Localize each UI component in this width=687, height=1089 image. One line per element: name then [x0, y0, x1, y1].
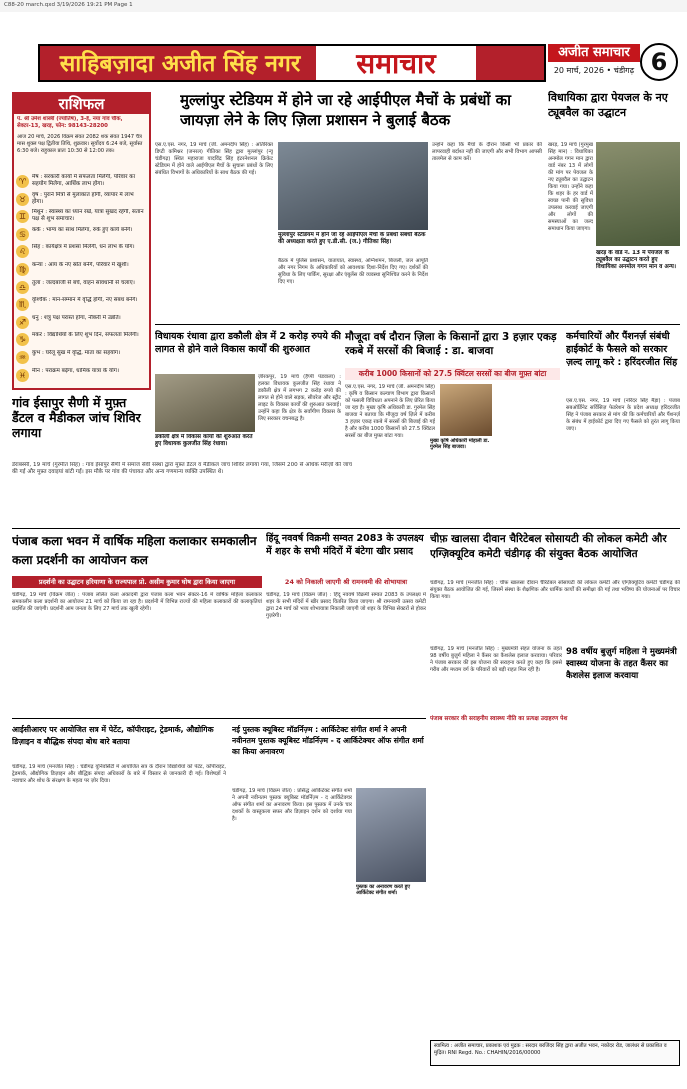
mustard-photo-caption: मुख्य कृषि अधिकारी मोहाली डा. गुरमेल सिंह बाजवा।: [430, 438, 490, 450]
rashifal-sign-text: तुला : जल्दबाजी से बचें, वाहन सावधानी से चलाएं।: [32, 279, 135, 286]
rashifal-intro: आज 20 मार्च, 2026 विक्रम संवत 2082 शक संवत 1947 चैत्र मास शुक्ल पक्ष द्वितीया तिथि, शुक्रवार। सूर्योदय 6:24 बजे, सूर्यास्त 6:30 बजे। राहुकाल प्रातः 10:30 से 12:00 तक।: [17, 134, 143, 154]
rashifal-sign-row: [16, 192, 147, 209]
zodiac-icon: ♎: [16, 281, 29, 294]
health-camp-body: डेराबस्सी, 19 मार्च (गुरमीत सिंह) : गांव ईसापुर सैणी में समाज सेवी संस्था द्वारा मुफ़्त डैंटल व मैडीकल जांच शिविर लगाया गया, जिसमें 200 से अधिक मरीज़ों की जांच की गई और मुफ़्त दवाइयां बांटी गईं। इस मौके पर गांव की पंचायत और अन्य गणमान्य व्यक्ति उपस्थित थे।: [12, 462, 352, 476]
tubewell-photo: [596, 142, 680, 246]
stadium-photo-caption: मुल्लांपुर स्टेडियम में होने जा रहे आईपीएल मैचों के प्रबंधों संबंधी बैठक की अध्यक्षता करते हुए ए.डी.सी. (ज.) गीतिका सिंह।: [278, 232, 426, 245]
divider: [155, 324, 680, 325]
rashifal-box: [12, 92, 151, 390]
mustard-subhead: करीब 1000 किसानों को 27.5 क्विंटल सरसों का बीज मुफ़्त बांटा: [345, 368, 560, 380]
rashifal-sign-row: [16, 332, 147, 349]
development-body: ज़ीरकपुर, 19 मार्च (हैप्पी पंडवाला) : हलका विधायक कुलजीत सिंह रंधावा ने डकौली क्षेत्र में लगभग 2 करोड़ रुपये की लागत से होने वाले सड़क, सीवरेज और स्ट्रीट लाइट के विकास कार्यों की शुरुआत करवाई। उन्होंने कहा कि क्षेत्र के सर्वांगीण विकास के लिए सरकार वचनबद्ध है।: [258, 374, 341, 422]
print-slug: C88-20 march.qxd 3/19/2026 19:21 PM Page 1: [0, 0, 687, 12]
zodiac-icon: ♍: [16, 263, 29, 276]
rashifal-sign-text: मिथुन : स्वास्थ्य का ध्यान रखें, यात्रा सुखद रहेगी, संतान पक्ष से शुभ समाचार।: [32, 209, 144, 223]
divider: [12, 718, 426, 719]
masthead-left-title: साहिबज़ादा अजीत सिंह नगर: [59, 51, 301, 77]
development-photo: [155, 374, 255, 432]
rashifal-title: राशिफल: [14, 94, 149, 114]
rashifal-sign-row: [16, 244, 147, 261]
book-launch-headline: नई पुस्तक क्यूबिस्ट मॉडर्निज़्म : आर्किटेक्ट संगीत शर्मा ने अपनी नवीनतम पुस्तक क्यूबिस्ट मॉडर्निज़्म - द आर्किटेक्चर ऑफ संगीत शर्मा का किया अनावरण: [232, 725, 424, 756]
stadium-headline: मुल्लांपुर स्टेडियम में होने जा रहे आईपीएल मैचों के प्रबंधों का जायज़ा लेने के लिए ज़िला प्रशासन ने बुलाई बैठक: [180, 91, 511, 129]
zodiac-icon: ♐: [16, 316, 29, 329]
cancer-body: चंडीगढ़, 19 मार्च (मनजीत सिंह) : मुख्यमंत्री सेहत योजना के तहत 98 वर्षीय बुज़ुर्ग महिला ने कैंसर का कैशलेस इलाज करवाया। परिवार ने पंजाब सरकार की इस योजना की सराहना करते हुए कहा कि इससे गरीब और मध्यम वर्ग के परिवारों को बड़ी राहत मिल रही है।: [430, 646, 562, 673]
cancer-subhead: पंजाब सरकार की सराहनीय स्वास्थ्य नीति का प्रत्यक्ष उदाहरण पेश: [430, 716, 568, 722]
zodiac-icon: ♌: [16, 245, 29, 258]
rashifal-sign-text: कन्या : आय के नए स्रोत बनेंगे, परिवार में खुशी।: [32, 262, 129, 268]
rashifal-sign-row: [16, 315, 147, 332]
rashifal-sign-row: [16, 262, 147, 279]
edition-date-line: 20 मार्च, 2026 • चंडीगढ़: [548, 63, 640, 78]
zodiac-icon: ♓: [16, 369, 29, 382]
cancer-headline: 98 वर्षीय बुज़ुर्ग महिला ने मुख्यमंत्री स्वास्थ्य योजना के तहत कैंसर का कैशलेस इलाज करवाया: [566, 647, 677, 681]
zodiac-icon: ♈: [16, 175, 29, 188]
development-caption: डकौली क्षेत्र में विकास कार्यों की शुरुआत करते हुए विधायक कुलजीत सिंह रंधावा।: [155, 434, 253, 447]
zodiac-icon: ♋: [16, 228, 29, 241]
rashifal-sign-text: सिंह : कार्यक्षेत्र में प्रशंसा मिलेगी, धन लाभ के योग।: [32, 244, 135, 251]
khalsa-body: चंडीगढ़, 19 मार्च (मनजीत सिंह) : चीफ़ खालसा दीवान चैरिटेबल सोसायटी की लोकल कमेटी और एग्ज़िक्यूटिव कमेटी चंडीगढ़ की संयुक्त बैठक आयोजित की गई, जिसमें संस्था के शैक्षणिक और धार्मिक कार्यों की समीक्षा की गई तथा भविष्य की योजनाओं पर विचार किया गया।: [430, 580, 680, 600]
art-exhibition-body: चंडीगढ़, 19 मार्च (विक्रम जीत) : पंजाब ललित कला अकादमी द्वारा पंजाब कला भवन सेक्टर-16 में वार्षिक महिला कलाकार समकालीन कला प्रदर्शनी का आयोजन 21 मार्च को किया जा रहा है। प्रदर्शनी में विभिन्न राज्यों की महिला कलाकारों की कलाकृतियां प्रदर्शित की जाएंगी। प्रदर्शनी आम जनता के लिए 27 मार्च तक खुली रहेगी।: [12, 592, 262, 612]
mustard-body: एस.ए.एस. नगर, 19 मार्च (जी. अमनदीप सिंह) : कृषि व किसान कल्याण विभाग द्वारा किसानों को फसली विविधता अपनाने के लिए प्रेरित किया जा रहा है। मुख्य कृषि अधिकारी डा. गुरमेल सिंह बाजवा ने बताया कि मौजूदा वर्ष ज़िले में करीब 3 हज़ार एकड़ रकबे में सरसों की बिजाई की गई है और करीब 1000 किसानों को 27.5 क्विंटल सरसों का बीज मुफ़्त बांटा गया।: [345, 384, 435, 439]
masthead-banner: [38, 44, 546, 82]
rashifal-sign-text: मकर : विद्यार्थियों के लिए शुभ दिन, सफलता मिलेगी।: [32, 332, 139, 339]
rashifal-sign-row: [16, 350, 147, 367]
rashifal-sign-text: कुंभ : घरेलू सुख में वृद्धि, माता का सहयोग।: [32, 350, 121, 356]
imprint-footer: स्वामित्व : अजीत समाचार, प्रकाशक एवं मुद्रक : सरदार बरजिंदर सिंह द्वारा अजीत भवन, नकोदर रोड, जालंधर से प्रकाशित व मुद्रित। RNI Regd. No.: CHAHIN/2016/00000: [430, 1040, 680, 1066]
zodiac-icon: ♉: [16, 193, 29, 206]
zodiac-icon: ♑: [16, 333, 29, 346]
stadium-body-col2: बैठक में पुलिस प्रशासन, यातायात, स्वास्थ्य, अग्निशमन, बिजली, जल आपूर्ति और नगर निगम के अधिकारियों को आवश्यक दिशा-निर्देश दिए गए। दर्शकों की सुविधा के लिए पार्किंग, सुरक्षा और एंबुलेंस की व्यवस्था सुनिश्चित करने के निर्देश दिए गए।: [278, 258, 428, 285]
tubewell-headline: विधायिका द्वारा पेयजल के नए ट्यूबवैल का उद्घाटन: [548, 91, 668, 119]
rashifal-sign-row: [16, 174, 147, 191]
rashifal-sign-text: वृष : पुराने मित्रों से मुलाकात होगी, व्यापार में लाभ होगा।: [32, 191, 134, 205]
stadium-meeting-photo: [278, 142, 428, 230]
rashifal-sign-text: कर्क : भाग्य का साथ मिलेगा, रुके हुए कार्य बनेंगे।: [32, 226, 133, 233]
workers-body: एस.ए.एस. नगर, 19 मार्च (नरिंदर सिंह मैड़ा) : पंजाब सबऑर्डिनेट सर्विसिज़ फेडरेशन के प्रदेश अध्यक्ष हरिंदरजीत सिंह ने पंजाब सरकार से मांग की कि कर्मचारियों और पैंशनर्ज़ के संबंध में हाईकोर्ट द्वारा दिए गए फैसले को तुरंत लागू किया जाए।: [566, 398, 680, 432]
edition-title: अजीत समाचार: [548, 44, 640, 62]
edition-city: चंडीगढ़: [613, 66, 635, 75]
zodiac-icon: ♒: [16, 351, 29, 364]
new-year-headline: हिंदू नववर्ष विक्रमी सम्वत 2083 के उपलक्ष्य में शहर के सभी मंदिरों में बंटेगा खीर प्रसाद: [266, 533, 424, 557]
divider: [12, 528, 680, 529]
edition-date: 20 मार्च, 2026: [553, 66, 604, 75]
zodiac-icon: ♏: [16, 298, 29, 311]
rashifal-sign-row: [16, 297, 147, 314]
workshop-headline: आईसीआरए पर आयोजित सत्र में पेटेंट, कॉपीराइट, ट्रेडमार्क, औद्योगिक डिज़ाइन व बौद्धिक संपदा बोध बारे बताया: [12, 725, 214, 746]
book-launch-body: चंडीगढ़, 19 मार्च (विक्रम जीत) : प्रसिद्ध आर्किटेक्ट संगीत शर्मा ने अपनी नवीनतम पुस्तक क्यूबिस्ट मॉडर्निज़्म - द आर्किटेक्चर ऑफ संगीत शर्मा का अनावरण किया। इस पुस्तक में उनके चार दशकों के वास्तुकला सफ़र और डिज़ाइन दर्शन को दर्शाया गया है।: [232, 788, 352, 822]
stadium-body-col1: एस.ए.एस. नगर, 19 मार्च (जी. अमनदीप सिंह) : अतिरिक्त डिप्टी कमिश्नर (जनरल) गीतिका सिंह द्वारा मुल्लांपुर (न्यू चंडीगढ़) स्थित महाराजा यादविंद्र सिंह इंटरनेशनल क्रिकेट स्टेडियम में होने वाले आईपीएल मैचों के सुचारू प्रबंधों के लिए संबंधित विभागों के अधिकारियों के साथ बैठक की गई।: [155, 142, 273, 176]
workshop-body: चंडीगढ़, 19 मार्च (मनजीत सिंह) : चंडीगढ़ यूनिवर्सिटी में आयोजित सत्र के दौरान विद्यार्थियों को पेटेंट, कॉपीराइट, ट्रेडमार्क, औद्योगिक डिज़ाइन और बौद्धिक संपदा अधिकारों के बारे में विस्तार से जानकारी दी गई। विशेषज्ञों ने नवाचार और शोध के संरक्षण के महत्व पर ज़ोर दिया।: [12, 764, 226, 784]
new-year-body: चंडीगढ़, 19 मार्च (विक्रम जीत) : हिंदू नववर्ष विक्रमी सम्वत 2083 के उपलक्ष्य में शहर के सभी मंदिरों में खीर प्रसाद वितरित किया जाएगा। श्री रामनवमी उत्सव कमेटी द्वारा 24 मार्च को भव्य शोभायात्रा निकाली जाएगी जो शहर के विभिन्न सेक्टरों से होकर गुज़रेगी।: [266, 592, 426, 619]
zodiac-icon: ♊: [16, 210, 29, 223]
tubewell-caption: खरड़ के वार्ड नं. 13 में पेयजल के ट्यूबवैल का उद्घाटन करते हुए विधायिका अनमोल गगन मान व अन्य।: [596, 250, 677, 270]
development-headline: विधायक रंधावा द्वारा डकौली क्षेत्र में 2 करोड़ रुपये की लागत से होने वाले विकास कार्यों की शुरुआत: [155, 331, 341, 355]
rashifal-sign-text: मीन : पराक्रम बढ़ेगा, धार्मिक यात्रा के योग।: [32, 367, 119, 374]
health-camp-headline: गांव ईसापुर सैणी में मुफ़्त डैंटल व मैडीकल जांच शिविर लगाया: [12, 395, 141, 440]
tubewell-body: खरड़, 19 मार्च (गुरमुख सिंह मान) : विधायिका अनमोल गगन मान द्वारा वार्ड नंबर 13 में लोगों की मांग पर पेयजल के नए ट्यूबवैल का उद्घाटन किया गया। उन्होंने कहा कि शहर के हर वार्ड में स्वच्छ पानी की सुविधा उपलब्ध करवाई जाएगी और लोगों की समस्याओं का जल्द समाधान किया जाएगा।: [548, 142, 593, 232]
masthead-right-title: समाचार: [316, 46, 476, 80]
workers-headline: कर्मचारियों और पैंशनर्ज़ संबंधी हाईकोर्ट के फैसले को सरकार ज़ल्द लागू करे : हरिंदरजीत सिंह: [566, 331, 678, 368]
mustard-headline: मौजूदा वर्ष दौरान ज़िला के किसानों द्वारा 3 हज़ार एकड़ रकबे में सरसों की बिजाई : डा. बाजवा: [345, 331, 557, 357]
rashifal-sign-row: [16, 280, 147, 297]
page-number: 6: [640, 43, 678, 81]
rashifal-sign-row: [16, 209, 147, 226]
rashifal-sign-row: [16, 227, 147, 244]
rashifal-sign-row: [16, 368, 147, 385]
rashifal-sign-text: वृश्चिक : मान-सम्मान में वृद्धि होगी, नए संबंध बनेंगे।: [32, 297, 138, 304]
rashifal-byline: पं. श्री उमेश शास्त्री (ज्योतिष), 3-ई, नया गांव चौक, सेक्टर-13, खरड़, फोन: 98143-28200: [17, 116, 123, 129]
book-launch-caption: पुस्तक का अनावरण करते हुए आर्किटेक्ट संगीत शर्मा।: [356, 884, 411, 896]
art-exhibition-subhead: प्रदर्शनी का उद्घाटन हरियाणा के राज्यपाल प्रो. असीम कुमार घोष द्वारा किया जाएगा: [12, 576, 262, 588]
rashifal-sign-text: मेष : सरकारी कार्यों में सफलता मिलेगी, परिवार का सहयोग मिलेगा, आर्थिक लाभ होगा।: [32, 174, 136, 187]
stadium-body-col3: उन्होंने कहा कि मैचों के दौरान किसी भी प्रकार की लापरवाही बर्दाश्त नहीं की जाएगी और सभी विभाग आपसी तालमेल से काम करें।: [432, 142, 542, 162]
art-exhibition-headline: पंजाब कला भवन में वार्षिक महिला कलाकार समकालीन कला प्रदर्शनी का आयोजन कल: [12, 534, 257, 567]
rashifal-sign-text: धनु : शत्रु पक्ष परास्त होगा, नौकरी में उन्नति।: [32, 314, 121, 321]
new-year-subhead: 24 को निकाली जाएगी श्री रामनवमी की शोभायात्रा: [284, 578, 408, 586]
khalsa-headline: चीफ़ खालसा दीवान चैरिटेबल सोसायटी की लोकल कमेटी और एग्ज़िक्यूटिव कमेटी चंडीगढ़ की संयुक्त बैठक आयोजित: [430, 533, 667, 560]
book-launch-photo: [356, 788, 426, 882]
mustard-officer-photo: [440, 384, 492, 436]
